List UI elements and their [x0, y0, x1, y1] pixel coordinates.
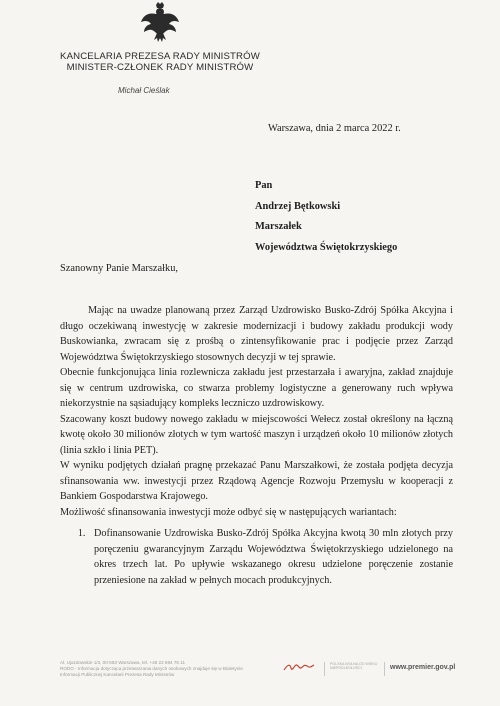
footer-address-line-3: Informacji Publicznej Kancelarii Prezesa Rady Ministrów — [60, 672, 175, 677]
polish-eagle-emblem-icon — [140, 2, 180, 44]
paragraph-5: Możliwość sfinansowania inwestycji może odbyć się w następujących wariantach: — [60, 506, 397, 518]
footer-address — [60, 660, 260, 678]
footer-fund-label: POLSKA WOLNA OD WIEKU NIEPODLEGŁOŚCI — [330, 662, 378, 671]
footer-address-line-1: Al. Ujazdowskie 1/3, 00-583 Warszawa, tel. +48 22 694 75 11 — [60, 660, 185, 665]
signature-mark-icon — [282, 660, 316, 674]
date-line: Warszawa, dnia 2 marca 2022 r. — [268, 123, 401, 134]
org-line-2: MINISTER-CZŁONEK RADY MINISTRÓW — [66, 62, 254, 73]
footer-separator — [384, 662, 385, 676]
footer — [60, 660, 456, 686]
org-line-1: KANCELARIA PREZESA RADY MINISTRÓW — [60, 51, 260, 62]
paragraph-3: Szacowany koszt budowy nowego zakładu w miejscowości Wełecz został określony na łączną kwotę około 30 milionów złotych w tym wartość maszyn i urządzeń około 10 milionów złotych (linia szkło i linia PET). — [60, 413, 453, 456]
footer-separator — [324, 662, 325, 676]
paragraph-4: W wyniku podjętych działań pragnę przekazać Panu Marszałkowi, że została podjęta decyzja sfinansowania ww. inwestycji przez Rządową Agencje Rozwoju Przemysłu w kooperacji z Bankiem Gospodarstwa Krajowego. — [60, 460, 453, 502]
paragraph-1: Mając na uwadze planowaną przez Zarząd Uzdrowisko Busko-Zdrój Spółka Akcyjna i długo oczekiwaną inwestycję w zakresie modernizacji i budowy zakładu produkcji wody Buskowianka, zwracam się z prośbą o zintensyfikowanie prac i podjęcie przez Zarząd Województwa Świętokrzyskiego stosownych decyzji w tej sprawie. — [60, 305, 453, 363]
list-item: 1. Dofinansowanie Uzdrowiska Busko-Zdrój Spółka Akcyjna kwotą 30 mln złotych przy poręczeniu gwarancyjnym Zarządu Województwa Świętokrzyskiego udzielonego na okres trzech lat. Po upływie wskazanego okresu udzielone poręczenie zostanie przeniesione na zakład w pełnych mocach produkcyjnych. — [88, 526, 453, 588]
footer-address-line-2: RODO - Informacja dotycząca przetwarzania danych osobowych znajduje się w Biuletynie — [60, 666, 243, 671]
variant-list — [60, 526, 453, 588]
paragraph-2: Obecnie funkcjonująca linia rozlewnicza zakładu jest przestarzała i awaryjna, zakład znajduje się w centrum uzdrowiska, co stwarza problemy logistyczne a generowany ruch wpływa niekorzystnie na sąsiadujący kompleks leczniczo uzdrowiskowy. — [60, 367, 453, 409]
letter-body — [60, 303, 453, 588]
addressee-line-4: Województwa Świętokrzyskiego — [255, 241, 398, 253]
addressee-line-2: Andrzej Bętkowski — [255, 200, 341, 212]
organization-header — [60, 51, 260, 73]
addressee-line-3: Marszałek — [255, 221, 302, 232]
salutation: Szanowny Panie Marszałku, — [60, 263, 179, 274]
addressee-line-1: Pan — [255, 180, 273, 191]
addressee-block — [255, 176, 397, 258]
footer-website-link[interactable]: www.premier.gov.pl — [390, 664, 456, 671]
signer-name: Michał Cieślak — [118, 86, 170, 95]
